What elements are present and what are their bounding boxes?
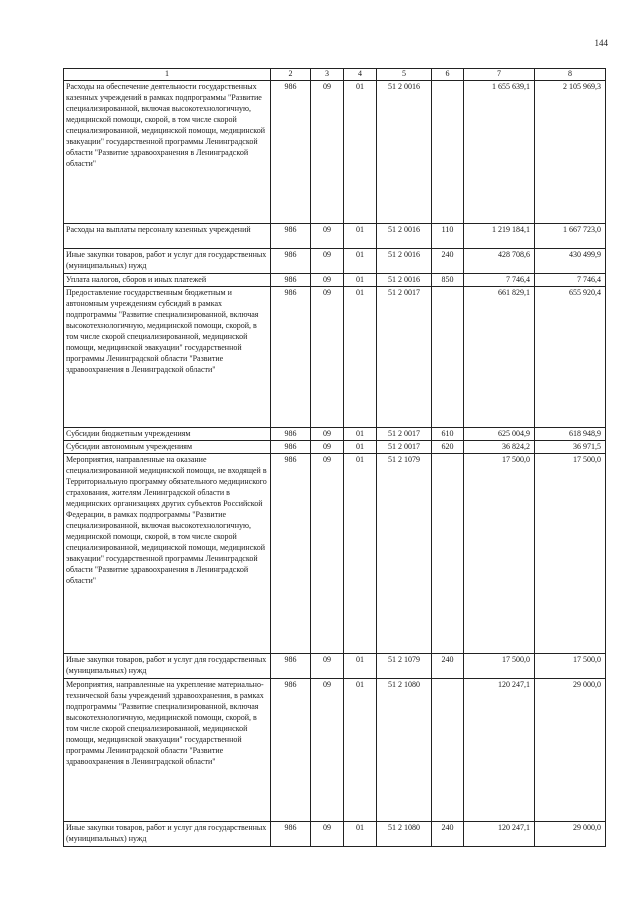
cell-expense-type bbox=[432, 454, 464, 654]
table-row bbox=[64, 441, 606, 454]
cell-section: 09 bbox=[311, 654, 344, 679]
row-description: Предоставление государственным бюджетным и автономным учреждениям субсидий в рамках подпрограммы "Развитие специализированной, включая высокотехнологичную, медицинской помощи, скорой, в том числе скорой специализированной, медицинской помощи, медицинской эвакуации" государственной программы Ленинградской области "Развитие здравоохранения в Ленинградской области" bbox=[64, 287, 271, 428]
row-description: Субсидии бюджетным учреждениям bbox=[64, 428, 271, 441]
table-row bbox=[64, 249, 606, 274]
column-header: 3 bbox=[311, 69, 344, 81]
cell-target-article: 51 2 0017 bbox=[377, 441, 432, 454]
cell-amount-1: 661 829,1 bbox=[464, 287, 535, 428]
cell-amount-2: 655 920,4 bbox=[535, 287, 606, 428]
table-row bbox=[64, 454, 606, 654]
table-row bbox=[64, 287, 606, 428]
cell-section: 09 bbox=[311, 81, 344, 224]
cell-section: 09 bbox=[311, 274, 344, 287]
cell-amount-1: 36 824,2 bbox=[464, 441, 535, 454]
column-header: 8 bbox=[535, 69, 606, 81]
cell-amount-1: 120 247,1 bbox=[464, 679, 535, 822]
cell-section: 09 bbox=[311, 428, 344, 441]
cell-amount-1: 1 655 639,1 bbox=[464, 81, 535, 224]
cell-amount-2: 17 500,0 bbox=[535, 654, 606, 679]
cell-subsection: 01 bbox=[344, 454, 377, 654]
row-description: Мероприятия, направленные на укрепление материально-технической базы учреждений здравоохранения, в рамках подпрограммы "Развитие специализированной, включая высокотехнологичную, медицинской помощи, скорой, в том числе скорой специализированной, медицинской помощи, медицинской эвакуации" государственной программы Ленинградской области "Развитие здравоохранения в Ленинградской области" bbox=[64, 679, 271, 822]
cell-ministry: 986 bbox=[271, 441, 311, 454]
column-header: 4 bbox=[344, 69, 377, 81]
budget-table bbox=[63, 68, 606, 847]
row-description: Уплата налогов, сборов и иных платежей bbox=[64, 274, 271, 287]
cell-target-article: 51 2 1080 bbox=[377, 679, 432, 822]
cell-amount-1: 1 219 184,1 bbox=[464, 224, 535, 249]
cell-expense-type bbox=[432, 81, 464, 224]
cell-amount-2: 7 746,4 bbox=[535, 274, 606, 287]
cell-ministry: 986 bbox=[271, 679, 311, 822]
table-row bbox=[64, 224, 606, 249]
cell-amount-1: 17 500,0 bbox=[464, 654, 535, 679]
cell-expense-type: 110 bbox=[432, 224, 464, 249]
cell-section: 09 bbox=[311, 249, 344, 274]
cell-subsection: 01 bbox=[344, 287, 377, 428]
column-header: 7 bbox=[464, 69, 535, 81]
column-header: 1 bbox=[64, 69, 271, 81]
cell-amount-1: 7 746,4 bbox=[464, 274, 535, 287]
cell-expense-type: 850 bbox=[432, 274, 464, 287]
cell-expense-type bbox=[432, 679, 464, 822]
cell-ministry: 986 bbox=[271, 654, 311, 679]
cell-subsection: 01 bbox=[344, 249, 377, 274]
cell-section: 09 bbox=[311, 822, 344, 847]
cell-amount-2: 618 948,9 bbox=[535, 428, 606, 441]
cell-amount-2: 430 499,9 bbox=[535, 249, 606, 274]
cell-expense-type: 240 bbox=[432, 822, 464, 847]
cell-target-article: 51 2 1080 bbox=[377, 822, 432, 847]
cell-subsection: 01 bbox=[344, 428, 377, 441]
cell-amount-1: 17 500,0 bbox=[464, 454, 535, 654]
table-row bbox=[64, 679, 606, 822]
cell-target-article: 51 2 0016 bbox=[377, 274, 432, 287]
cell-ministry: 986 bbox=[271, 822, 311, 847]
cell-ministry: 986 bbox=[271, 287, 311, 428]
row-description: Иные закупки товаров, работ и услуг для государственных (муниципальных) нужд bbox=[64, 822, 271, 847]
cell-target-article: 51 2 1079 bbox=[377, 454, 432, 654]
cell-ministry: 986 bbox=[271, 274, 311, 287]
cell-amount-1: 625 004,9 bbox=[464, 428, 535, 441]
cell-subsection: 01 bbox=[344, 274, 377, 287]
column-header: 5 bbox=[377, 69, 432, 81]
table-row bbox=[64, 274, 606, 287]
cell-expense-type: 620 bbox=[432, 441, 464, 454]
cell-subsection: 01 bbox=[344, 654, 377, 679]
row-description: Расходы на выплаты персоналу казенных учреждений bbox=[64, 224, 271, 249]
cell-section: 09 bbox=[311, 441, 344, 454]
row-description: Мероприятия, направленные на оказание специализированной медицинской помощи, не входящей в Территориальную программу обязательного медицинского страхования, жителям Ленинградской области в медицинских организациях других субъектов Российской Федерации, в рамках подпрограммы "Развитие специализированной, включая высокотехнологичную, медицинской помощи, скорой, в том числе скорой специализированной, медицинской помощи, медицинской эвакуации" государственной программы Ленинградской области "Развитие здравоохранения в Ленинградской области" bbox=[64, 454, 271, 654]
page-number: 144 bbox=[594, 38, 608, 48]
cell-amount-2: 17 500,0 bbox=[535, 454, 606, 654]
cell-target-article: 51 2 0016 bbox=[377, 224, 432, 249]
cell-amount-2: 29 000,0 bbox=[535, 679, 606, 822]
row-description: Иные закупки товаров, работ и услуг для государственных (муниципальных) нужд bbox=[64, 654, 271, 679]
cell-ministry: 986 bbox=[271, 454, 311, 654]
cell-subsection: 01 bbox=[344, 224, 377, 249]
cell-section: 09 bbox=[311, 224, 344, 249]
cell-amount-1: 120 247,1 bbox=[464, 822, 535, 847]
row-description: Расходы на обеспечение деятельности государственных казенных учреждений в рамках подпрограммы "Развитие специализированной, включая высокотехнологичную, медицинской помощи, скорой, в том числе скорой специализированной, медицинской помощи, медицинской эвакуации" государственной программы Ленинградской области "Развитие здравоохранения в Ленинградской области" bbox=[64, 81, 271, 224]
cell-amount-2: 1 667 723,0 bbox=[535, 224, 606, 249]
cell-ministry: 986 bbox=[271, 249, 311, 274]
table-row bbox=[64, 81, 606, 224]
table-row bbox=[64, 428, 606, 441]
cell-expense-type bbox=[432, 287, 464, 428]
header-row bbox=[64, 69, 606, 81]
cell-amount-1: 428 708,6 bbox=[464, 249, 535, 274]
cell-ministry: 986 bbox=[271, 428, 311, 441]
cell-subsection: 01 bbox=[344, 679, 377, 822]
cell-target-article: 51 2 0017 bbox=[377, 287, 432, 428]
cell-target-article: 51 2 1079 bbox=[377, 654, 432, 679]
cell-amount-2: 2 105 969,3 bbox=[535, 81, 606, 224]
cell-amount-2: 36 971,5 bbox=[535, 441, 606, 454]
table-row bbox=[64, 654, 606, 679]
cell-expense-type: 240 bbox=[432, 654, 464, 679]
cell-amount-2: 29 000,0 bbox=[535, 822, 606, 847]
row-description: Иные закупки товаров, работ и услуг для государственных (муниципальных) нужд bbox=[64, 249, 271, 274]
cell-subsection: 01 bbox=[344, 81, 377, 224]
table-row bbox=[64, 822, 606, 847]
cell-target-article: 51 2 0016 bbox=[377, 249, 432, 274]
cell-section: 09 bbox=[311, 679, 344, 822]
cell-expense-type: 610 bbox=[432, 428, 464, 441]
column-header: 2 bbox=[271, 69, 311, 81]
cell-target-article: 51 2 0016 bbox=[377, 81, 432, 224]
cell-expense-type: 240 bbox=[432, 249, 464, 274]
cell-target-article: 51 2 0017 bbox=[377, 428, 432, 441]
cell-ministry: 986 bbox=[271, 224, 311, 249]
cell-subsection: 01 bbox=[344, 441, 377, 454]
column-header: 6 bbox=[432, 69, 464, 81]
row-description: Субсидии автономным учреждениям bbox=[64, 441, 271, 454]
cell-section: 09 bbox=[311, 454, 344, 654]
cell-ministry: 986 bbox=[271, 81, 311, 224]
cell-subsection: 01 bbox=[344, 822, 377, 847]
cell-section: 09 bbox=[311, 287, 344, 428]
